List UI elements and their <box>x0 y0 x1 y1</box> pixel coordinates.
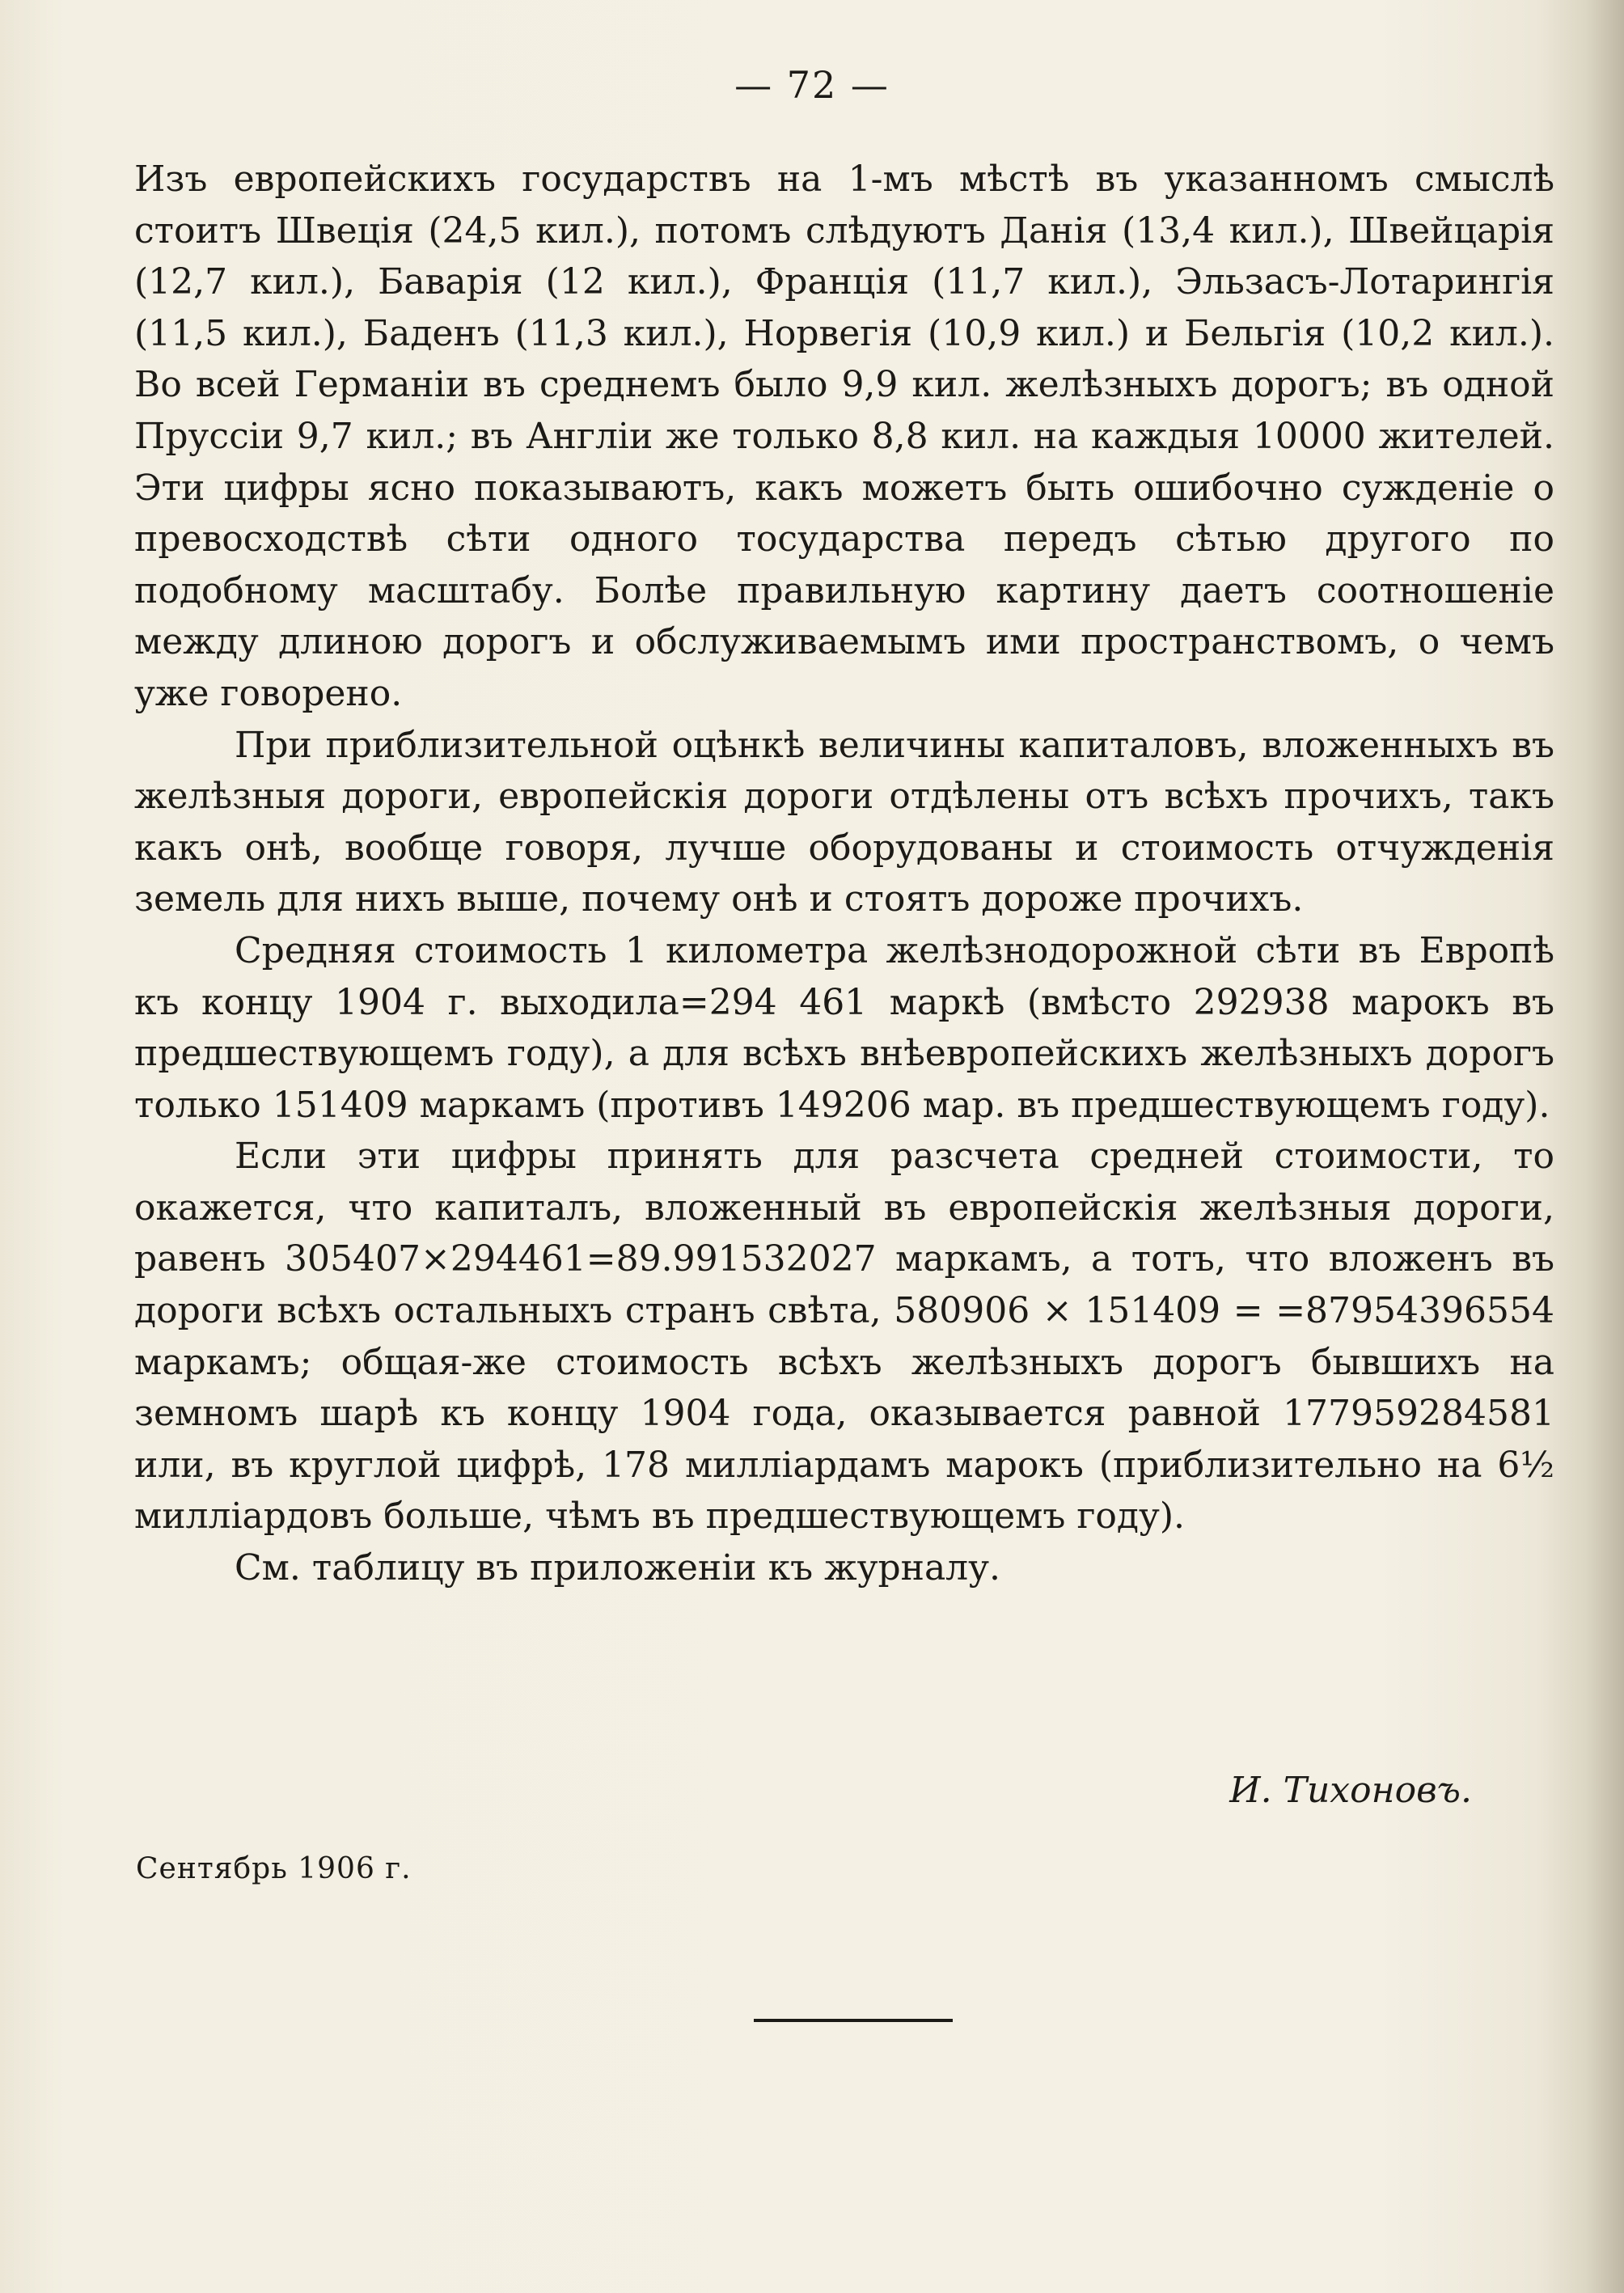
paragraph-2: При приблизительной оцѣнкѣ величины капиталовъ, вложенныхъ въ желѣзныя дороги, европейскiя дороги отдѣлены отъ всѣхъ прочихъ, такъ какъ онѣ, вообще говоря, лучше оборудованы и стоимость отчужденiя земель для нихъ выше, почему онѣ и стоятъ дороже прочихъ. <box>134 724 1554 920</box>
page-number: — 72 — <box>734 63 890 107</box>
paragraph-3: Средняя стоимость 1 километра желѣзнодорожной сѣти въ Европѣ къ концу 1904 г. выходила=294 461 маркѣ (вмѣсто 292938 марокъ въ предшествующемъ году), а для всѣхъ внѣевропейскихъ желѣзныхъ дорогъ только 151409 маркамъ (противъ 149206 мар. въ предшествующемъ году). <box>134 929 1554 1126</box>
end-rule-divider <box>754 2019 953 2022</box>
date-line: Сентябрь 1906 г. <box>136 1852 412 1885</box>
author-signature: И. Тихоновъ. <box>1229 1770 1472 1811</box>
paragraph-1: Изъ европейскихъ государствъ на 1-мъ мѣстѣ въ указанномъ смыслѣ стоитъ Швецiя (24,5 кил.), потомъ слѣдуютъ Данiя (13,4 кил.), Швейцарiя (12,7 кил.), Баварiя (12 кил.), Францiя (11,7 кил.), Эльзасъ-Лотарингiя (11,5 кил.), Баденъ (11,3 кил.), Норвегiя (10,9 кил.) и Бельгiя (10,2 кил.). Во всей Германiи въ среднемъ было 9,9 кил. желѣзныхъ дорогъ; въ одной Пруссiи 9,7 кил.; въ Англiи же только 8,8 кил. на каждыя 10000 жителей. Эти цифры ясно показываютъ, какъ можетъ быть ошибочно сужденiе о превосходствѣ сѣти одного тосударства передъ сѣтью другого по подобному масштабу. Болѣе правильную картину даетъ соотношенiе между длиною дорогъ и обслуживаемымъ ими пространствомъ, о чемъ уже говорено. <box>134 159 1554 714</box>
paragraph-4: Если эти цифры принять для разсчета средней стоимости, то окажется, что капиталъ, вложенный въ европейскiя желѣзныя дороги, равенъ 305407×294461=89.991532027 маркамъ, а тотъ, что вложенъ въ дороги всѣхъ остальныхъ странъ свѣта, 580906 × 151409 = =87954396554 маркамъ; общая-же стоимость всѣхъ желѣзныхъ дорогъ бывшихъ на земномъ шарѣ къ концу 1904 года, оказывается равной 177959284581 или, въ круглой цифрѣ, 178 миллiардамъ марокъ (приблизительно на 6½ миллiардовъ больше, чѣмъ въ предшествующемъ году). <box>134 1136 1554 1538</box>
body-text <box>134 154 1554 1594</box>
paragraph-5: См. таблицу въ приложенiи къ журналу. <box>235 1547 1001 1589</box>
